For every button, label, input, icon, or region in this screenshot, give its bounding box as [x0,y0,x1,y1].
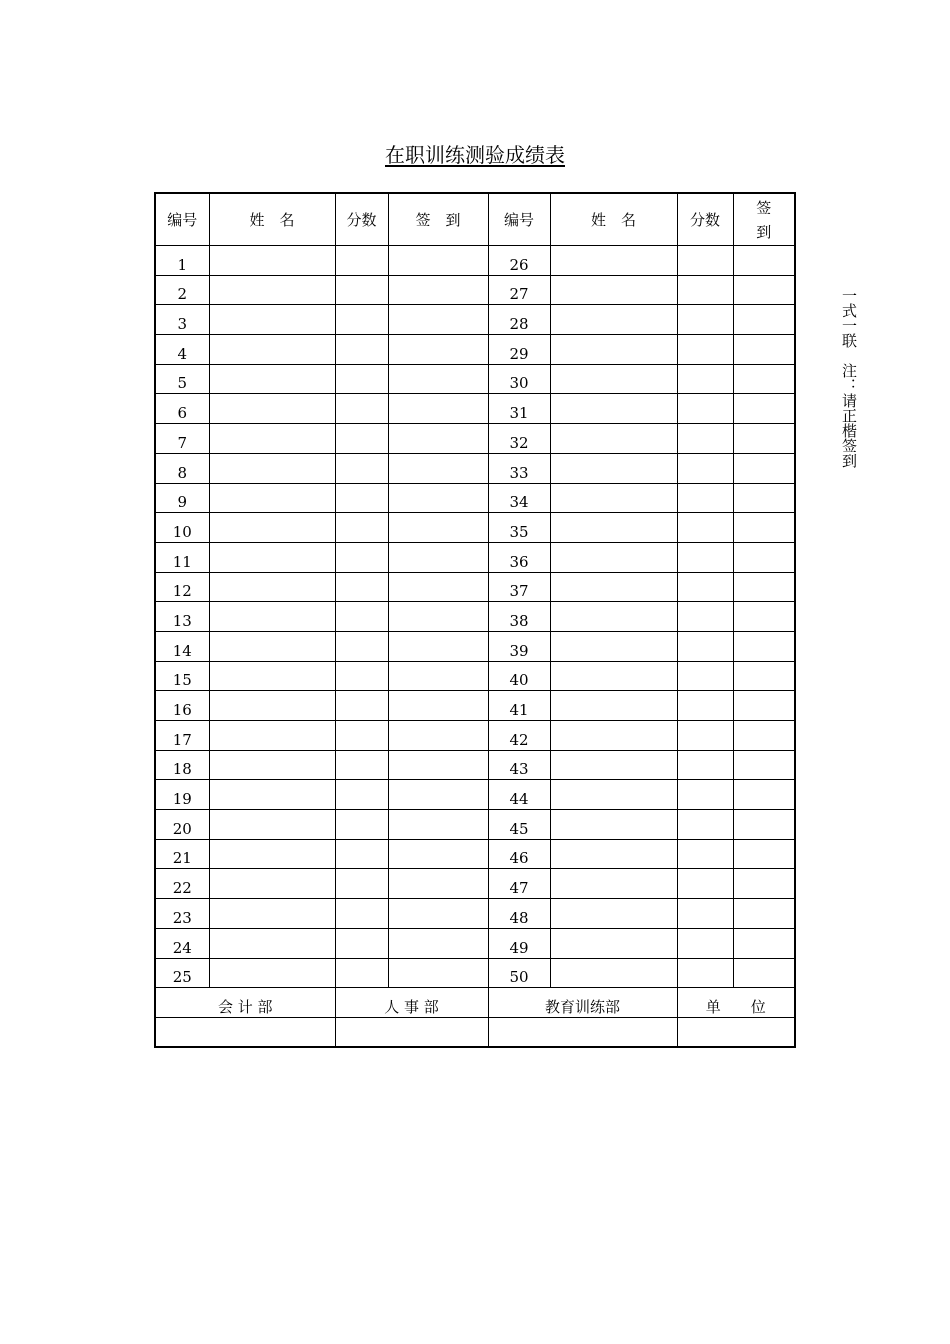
row-number-right: 39 [488,631,550,661]
name-cell-left[interactable] [209,542,335,572]
row-number-right: 29 [488,335,550,365]
score-cell-right[interactable] [677,394,733,424]
score-cell-right[interactable] [677,513,733,543]
name-cell-right[interactable] [550,661,677,691]
row-number-left: 8 [155,453,209,483]
score-cell-left[interactable] [335,691,388,721]
name-cell-right[interactable] [550,542,677,572]
header-no-left: 编号 [155,193,209,246]
row-number-right: 36 [488,542,550,572]
sign-cell-left[interactable] [388,810,488,840]
score-cell-left[interactable] [335,869,388,899]
score-cell-right[interactable] [677,928,733,958]
score-cell-right[interactable] [677,483,733,513]
row-number-right: 43 [488,750,550,780]
sign-cell-right[interactable] [733,335,795,365]
sign-cell-right[interactable] [733,572,795,602]
hr-signature-cell[interactable] [335,1017,488,1046]
table-row [155,246,795,276]
name-cell-right[interactable] [550,928,677,958]
table-row [155,453,795,483]
score-cell-left[interactable] [335,661,388,691]
sign-cell-left[interactable] [388,275,488,305]
row-number-left: 6 [155,394,209,424]
name-cell-left[interactable] [209,424,335,454]
name-cell-left[interactable] [209,602,335,632]
row-number-right: 50 [488,958,550,988]
table-row [155,364,795,394]
table-row [155,513,795,543]
score-cell-left[interactable] [335,246,388,276]
name-cell-right[interactable] [550,513,677,543]
row-number-left: 24 [155,928,209,958]
header-sign-right-text: 签 到 [756,198,772,241]
table-row [155,542,795,572]
row-number-right: 38 [488,602,550,632]
sign-cell-right[interactable] [733,750,795,780]
row-number-left: 17 [155,721,209,751]
row-number-left: 4 [155,335,209,365]
sign-cell-left[interactable] [388,246,488,276]
sign-cell-left[interactable] [388,750,488,780]
sign-cell-right[interactable] [733,810,795,840]
table-row [155,275,795,305]
score-cell-right[interactable] [677,839,733,869]
score-cell-right[interactable] [677,780,733,810]
training-signature-cell[interactable] [488,1017,677,1046]
row-number-left: 11 [155,542,209,572]
score-table [154,192,796,1048]
score-cell-right[interactable] [677,305,733,335]
row-number-left: 7 [155,424,209,454]
row-number-left: 18 [155,750,209,780]
table-row [155,810,795,840]
sign-cell-right[interactable] [733,721,795,751]
score-cell-right[interactable] [677,810,733,840]
sign-cell-left[interactable] [388,424,488,454]
row-number-left: 13 [155,602,209,632]
name-cell-left[interactable] [209,899,335,929]
name-cell-right[interactable] [550,453,677,483]
header-score-right: 分数 [677,193,733,246]
table-row [155,305,795,335]
row-number-left: 5 [155,364,209,394]
header-sign-left: 签 到 [388,193,488,246]
sign-cell-right[interactable] [733,661,795,691]
score-cell-left[interactable] [335,572,388,602]
sign-cell-right[interactable] [733,780,795,810]
score-cell-left[interactable] [335,928,388,958]
table-row [155,958,795,988]
table-row [155,869,795,899]
sign-cell-left[interactable] [388,542,488,572]
score-cell-left[interactable] [335,542,388,572]
row-number-left: 15 [155,661,209,691]
sign-cell-right[interactable] [733,513,795,543]
table-row [155,424,795,454]
score-cell-left[interactable] [335,899,388,929]
header-sign-right [733,193,795,246]
name-cell-left[interactable] [209,631,335,661]
dept-hr: 人 事 部 [335,988,488,1018]
sign-cell-left[interactable] [388,483,488,513]
header-score-left: 分数 [335,193,388,246]
name-cell-right[interactable] [550,364,677,394]
row-number-right: 40 [488,661,550,691]
score-cell-left[interactable] [335,275,388,305]
dept-training: 教育训练部 [488,988,677,1018]
row-number-left: 22 [155,869,209,899]
score-cell-left[interactable] [335,335,388,365]
form-title [0,142,950,168]
sign-cell-right[interactable] [733,394,795,424]
score-cell-right[interactable] [677,602,733,632]
name-cell-right[interactable] [550,275,677,305]
score-cell-left[interactable] [335,839,388,869]
sign-cell-left[interactable] [388,364,488,394]
score-cell-right[interactable] [677,542,733,572]
table-row [155,572,795,602]
name-cell-right[interactable] [550,899,677,929]
name-cell-right[interactable] [550,424,677,454]
row-number-right: 44 [488,780,550,810]
department-row [155,988,795,1018]
name-cell-left[interactable] [209,869,335,899]
score-cell-left[interactable] [335,305,388,335]
side-note: 一式一联 注：请正楷签到 [840,288,858,468]
row-number-left: 12 [155,572,209,602]
sign-cell-right[interactable] [733,691,795,721]
score-cell-left[interactable] [335,453,388,483]
table-row [155,928,795,958]
name-cell-right[interactable] [550,839,677,869]
table-row [155,721,795,751]
score-cell-right[interactable] [677,246,733,276]
sign-cell-right[interactable] [733,246,795,276]
sign-cell-right[interactable] [733,453,795,483]
sign-cell-left[interactable] [388,453,488,483]
row-number-right: 34 [488,483,550,513]
score-cell-right[interactable] [677,899,733,929]
row-number-right: 42 [488,721,550,751]
row-number-right: 32 [488,424,550,454]
score-cell-right[interactable] [677,661,733,691]
name-cell-left[interactable] [209,483,335,513]
row-number-left: 19 [155,780,209,810]
name-cell-left[interactable] [209,958,335,988]
score-cell-right[interactable] [677,572,733,602]
row-number-left: 14 [155,631,209,661]
name-cell-left[interactable] [209,335,335,365]
name-cell-left[interactable] [209,691,335,721]
name-cell-left[interactable] [209,305,335,335]
score-cell-left[interactable] [335,424,388,454]
name-cell-right[interactable] [550,780,677,810]
row-number-right: 48 [488,899,550,929]
row-number-left: 21 [155,839,209,869]
name-cell-right[interactable] [550,335,677,365]
score-cell-left[interactable] [335,631,388,661]
sign-cell-left[interactable] [388,572,488,602]
table-row [155,631,795,661]
header-name-left: 姓 名 [209,193,335,246]
row-number-right: 37 [488,572,550,602]
table-row [155,899,795,929]
sign-cell-left[interactable] [388,899,488,929]
sign-cell-left[interactable] [388,691,488,721]
name-cell-right[interactable] [550,394,677,424]
sign-cell-right[interactable] [733,958,795,988]
row-number-left: 10 [155,513,209,543]
header-name-right: 姓 名 [550,193,677,246]
sign-cell-right[interactable] [733,542,795,572]
sign-cell-left[interactable] [388,631,488,661]
table-row [155,750,795,780]
row-number-left: 20 [155,810,209,840]
sign-cell-right[interactable] [733,364,795,394]
row-number-left: 23 [155,899,209,929]
sign-cell-right[interactable] [733,928,795,958]
score-cell-left[interactable] [335,483,388,513]
name-cell-right[interactable] [550,958,677,988]
table-row [155,483,795,513]
score-cell-right[interactable] [677,691,733,721]
row-number-right: 47 [488,869,550,899]
sign-cell-right[interactable] [733,869,795,899]
sign-cell-right[interactable] [733,839,795,869]
name-cell-left[interactable] [209,721,335,751]
name-cell-right[interactable] [550,483,677,513]
score-cell-left[interactable] [335,394,388,424]
score-cell-left[interactable] [335,513,388,543]
table-row [155,839,795,869]
score-cell-right[interactable] [677,453,733,483]
sign-cell-left[interactable] [388,394,488,424]
sign-cell-right[interactable] [733,305,795,335]
table-row [155,780,795,810]
score-cell-left[interactable] [335,810,388,840]
row-number-right: 31 [488,394,550,424]
score-cell-right[interactable] [677,631,733,661]
sign-cell-left[interactable] [388,661,488,691]
name-cell-left[interactable] [209,810,335,840]
name-cell-right[interactable] [550,750,677,780]
table-row [155,661,795,691]
dept-unit: 单 位 [677,988,795,1018]
name-cell-left[interactable] [209,780,335,810]
sign-cell-right[interactable] [733,483,795,513]
sign-cell-left[interactable] [388,928,488,958]
name-cell-left[interactable] [209,246,335,276]
row-number-left: 9 [155,483,209,513]
row-number-right: 35 [488,513,550,543]
name-cell-left[interactable] [209,513,335,543]
score-cell-right[interactable] [677,275,733,305]
unit-signature-cell[interactable] [677,1017,795,1046]
sign-cell-left[interactable] [388,602,488,632]
sign-cell-left[interactable] [388,721,488,751]
sign-cell-right[interactable] [733,899,795,929]
sign-cell-right[interactable] [733,602,795,632]
name-cell-left[interactable] [209,839,335,869]
sign-cell-right[interactable] [733,631,795,661]
table-row [155,602,795,632]
name-cell-right[interactable] [550,305,677,335]
score-cell-left[interactable] [335,750,388,780]
score-cell-left[interactable] [335,721,388,751]
score-cell-right[interactable] [677,958,733,988]
name-cell-left[interactable] [209,364,335,394]
sign-cell-left[interactable] [388,958,488,988]
department-signature-row [155,1017,795,1046]
score-cell-left[interactable] [335,602,388,632]
row-number-right: 30 [488,364,550,394]
score-cell-right[interactable] [677,424,733,454]
name-cell-left[interactable] [209,275,335,305]
name-cell-right[interactable] [550,691,677,721]
name-cell-right[interactable] [550,721,677,751]
row-number-left: 25 [155,958,209,988]
dept-accounting: 会 计 部 [155,988,335,1018]
score-cell-right[interactable] [677,721,733,751]
row-number-left: 16 [155,691,209,721]
header-row [155,193,795,246]
row-number-left: 3 [155,305,209,335]
form-title-text: 在职训练测验成绩表 [385,143,565,167]
score-cell-left[interactable] [335,958,388,988]
sign-cell-left[interactable] [388,513,488,543]
row-number-right: 49 [488,928,550,958]
row-number-left: 1 [155,246,209,276]
name-cell-left[interactable] [209,572,335,602]
row-number-right: 33 [488,453,550,483]
row-number-right: 45 [488,810,550,840]
name-cell-right[interactable] [550,572,677,602]
row-number-right: 28 [488,305,550,335]
row-number-left: 2 [155,275,209,305]
table-row [155,394,795,424]
name-cell-right[interactable] [550,602,677,632]
score-cell-left[interactable] [335,364,388,394]
accounting-signature-cell[interactable] [155,1017,335,1046]
sign-cell-left[interactable] [388,839,488,869]
sign-cell-left[interactable] [388,869,488,899]
table-row [155,691,795,721]
sign-cell-left[interactable] [388,335,488,365]
sign-cell-right[interactable] [733,275,795,305]
row-number-right: 27 [488,275,550,305]
row-number-right: 26 [488,246,550,276]
sign-cell-right[interactable] [733,424,795,454]
header-no-right: 编号 [488,193,550,246]
name-cell-left[interactable] [209,750,335,780]
name-cell-right[interactable] [550,246,677,276]
score-cell-right[interactable] [677,869,733,899]
name-cell-left[interactable] [209,661,335,691]
name-cell-left[interactable] [209,394,335,424]
name-cell-right[interactable] [550,869,677,899]
row-number-right: 46 [488,839,550,869]
score-cell-right[interactable] [677,335,733,365]
name-cell-left[interactable] [209,928,335,958]
name-cell-left[interactable] [209,453,335,483]
sign-cell-left[interactable] [388,780,488,810]
name-cell-right[interactable] [550,631,677,661]
row-number-right: 41 [488,691,550,721]
name-cell-right[interactable] [550,810,677,840]
sign-cell-left[interactable] [388,305,488,335]
table-row [155,335,795,365]
score-cell-right[interactable] [677,750,733,780]
score-cell-right[interactable] [677,364,733,394]
score-cell-left[interactable] [335,780,388,810]
